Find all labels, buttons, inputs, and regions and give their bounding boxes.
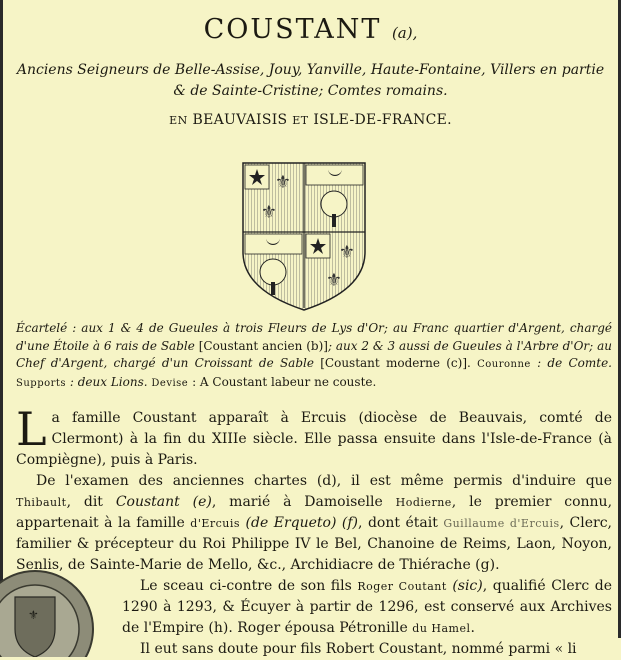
paragraph-seal: Le sceau ci-contre de son fils Roger Coutant (sic), qualifié Clerc de 1290 à 1293, & Écuyer à partir de 1296, est conservé aux Archives de l'Empire (h). Roger épousa Pétronille du Hamel. bbox=[122, 578, 612, 636]
paragraph-cut-off: Il eut sans doute pour fils Robert Coustant, nommé parmi « li bbox=[140, 641, 577, 657]
family-name: COUSTANT bbox=[203, 14, 382, 45]
svg-text:⚜: ⚜ bbox=[274, 172, 292, 193]
paragraph-charters: De l'examen des anciennes chartes (d), il est même permis d'induire que Thibault, dit Coustant (e), marié à Damoiselle Hodierne, le premier connu, appartenait à la famille d'Ercuis (de Erqueto) (f), dont était Guillaume d'Ercuis, Clerc, familier & précepteur du Roi Philippe IV le Bel, Chanoine de Reims, Laon, Noyon, Senlis, de Sainte-Marie de Mello, &c., Archidiacre de Thiérache (g). bbox=[16, 473, 613, 573]
drop-cap: L bbox=[16, 402, 47, 456]
page-left-edge bbox=[0, 0, 3, 638]
svg-text:⚜: ⚜ bbox=[325, 270, 343, 291]
coat-of-arms-shield bbox=[239, 160, 369, 312]
blazon-description: Écartelé : aux 1 & 4 de Gueules à trois Fleurs de Lys d'Or; au Franc quartier d'Argent, chargé d'une Étoile à 6 rais de Sable [Coustant ancien (b)]; aux 2 & 3 aussi de Gueules à l'Arbre d'Or; au Chef d'Argent, chargé d'un Croissant de Sable [Coustant moderne (c)]. Couronne : de Comte. Supports : deux Lions. Devise : A Coustant labeur ne couste. bbox=[16, 321, 612, 389]
svg-text:⚜: ⚜ bbox=[338, 242, 356, 263]
main-text bbox=[16, 402, 613, 660]
seigneuries-subtitle: Anciens Seigneurs de Belle-Assise, Jouy, Yanville, Haute-Fontaine, Villers en partie & de Sainte-Cristine; Comtes romains. bbox=[16, 62, 605, 99]
title-footnote: (a), bbox=[391, 24, 418, 42]
page-title bbox=[0, 14, 621, 45]
seal-illustration bbox=[0, 567, 100, 657]
svg-text:⚜: ⚜ bbox=[260, 202, 278, 223]
region-line: EN BEAUVAISIS ET ISLE-DE-FRANCE. bbox=[169, 112, 452, 128]
svg-text:⚜: ⚜ bbox=[28, 608, 39, 622]
paragraph-origins: La famille Coustant apparaît à Ercuis (diocèse de Beauvais, comté de Clermont) à la fin du XIIIe siècle. Elle passa ensuite dans l'Isle-de-France (à Compiègne), puis à Paris. bbox=[16, 402, 612, 468]
